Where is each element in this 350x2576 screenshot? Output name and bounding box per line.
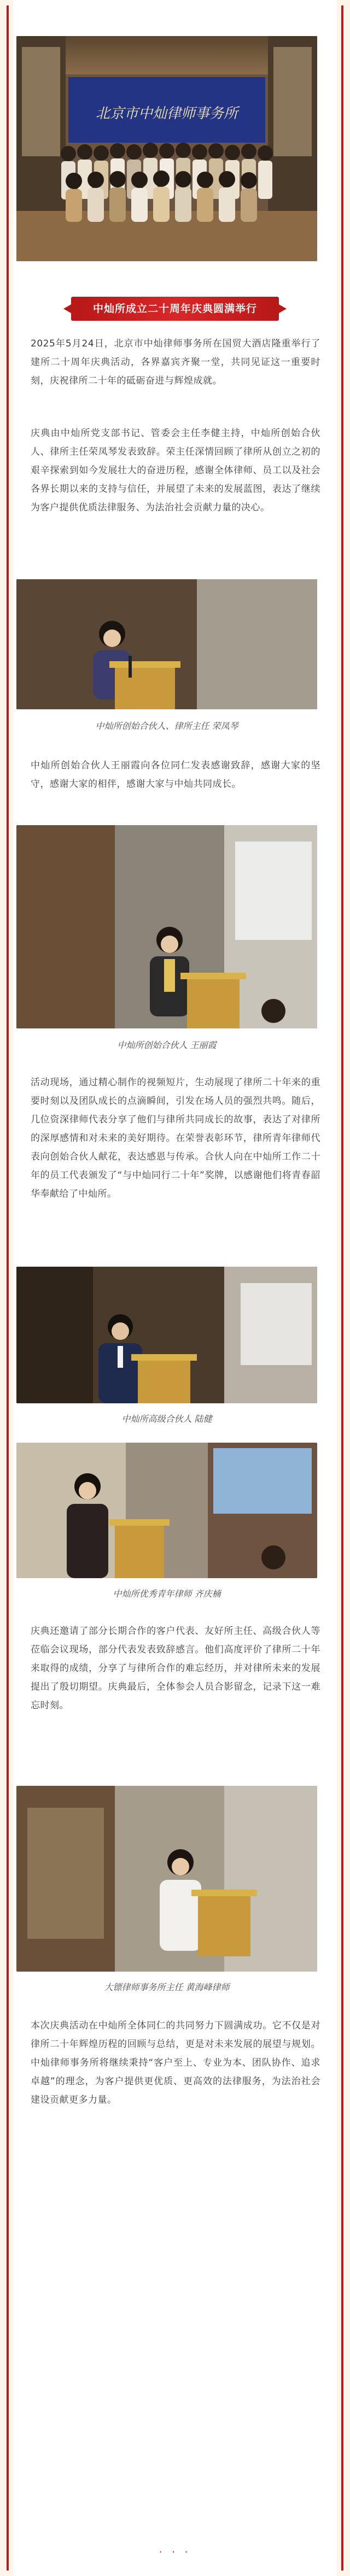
photo-qi-qingnan <box>16 1443 317 1578</box>
paragraph-video-and-awards: 活动现场，通过精心制作的视频短片，生动展现了律所二十年来的重要时刻以及团队成长的点滴瞬间，引发在场人员的强烈共鸣。随后，几位资深律师代表分享了他们与律所共同成长的故事，表达了对律所的深厚感情和对未来的美好期待。在荣誉表彰环节，律所青年律师代表向创始合伙人献花，表达感恩与传承。合伙人向在中灿所工作二十年的员工代表颁发了“与中灿同行二十年”奖牌，以感谢他们将青春韶华奉献给了中灿所。 <box>31 1077 320 1199</box>
photo-lu-jian <box>16 1267 317 1403</box>
paragraph-host-speech: 庆典由中灿所党支部书记、管委会主任李健主持，中灿所创始合伙人、律所主任荣凤琴发表致辞。荣主任深情回顾了律所从创立之初的艰辛探索到如今发展壮大的奋进历程，感谢全体律师、员工以及社会各界长期以来的支持与信任，并展望了未来的发展蓝图，表达了继续为客户提供优质法律服务、为法治社会贡献力量的决心。 <box>31 428 320 513</box>
caption-wang: 中灿所创始合伙人 王丽霞 <box>117 1040 217 1050</box>
backdrop-text: 北京市中灿律师事务所 <box>95 105 238 122</box>
speaker-photo-illustration <box>16 1443 317 1578</box>
photo-rong-fengqin <box>16 579 317 709</box>
end-ornament: · · · <box>159 2546 191 2558</box>
group-photo-illustration <box>16 36 317 261</box>
photo-wang-lixia <box>16 825 317 1028</box>
speaker-photo-illustration <box>16 1267 317 1403</box>
caption-huang: 大镖律师事务所主任 黄海峰律师 <box>104 1982 230 1992</box>
speaker-photo-illustration <box>16 1786 317 1972</box>
paragraph-guest-speeches: 庆典还邀请了部分长期合作的客户代表、友好所主任、高级合伙人等莅临会议现场，部分代表发表致辞感言。他们高度评价了律所二十年来取得的成绩，分享了与律所合作的难忘经历，并对律所未来的发展提出了殷切期望。庆典最后，全体参会人员合影留念，记录下这一难忘时刻。 <box>31 1626 320 1711</box>
paragraph-intro: 2025年5月24日，北京市中灿律师事务所在国贸大酒店隆重举行了建所二十周年庆典活动，各界嘉宾齐聚一堂，共同见证这一重要时刻，庆祝律所二十年的砥砺奋进与辉煌成就。 <box>31 338 320 386</box>
caption-qi: 中灿所优秀青年律师 齐庆楠 <box>113 1589 221 1599</box>
section-title-banner: 中灿所成立二十周年庆典圆满举行 <box>71 297 279 321</box>
speaker-photo-illustration <box>16 579 317 709</box>
photo-huang-haifeng <box>16 1786 317 1972</box>
caption-lu: 中灿所高级合伙人 陆健 <box>121 1414 212 1424</box>
caption-rong: 中灿所创始合伙人、律所主任 荣凤琴 <box>95 721 238 731</box>
paragraph-conclusion: 本次庆典活动在中灿所全体同仁的共同努力下圆满成功。它不仅是对律所二十年辉煌历程的回顾与总结，更是对未来发展的展望与规划。中灿律师事务所将继续秉持“客户至上、专业为本、团队协作、追求卓越”的理念，为客户提供更优质、更高效的法律服务，为法治社会建设贡献更多力量。 <box>31 2020 320 2106</box>
speaker-photo-illustration <box>16 825 317 1028</box>
hero-group-photo <box>16 36 317 261</box>
paragraph-wang-speech: 中灿所创始合伙人王丽霞向各位同仁发表感谢致辞，感谢大家的坚守，感谢大家的相伴，感谢大家与中灿共同成长。 <box>31 760 320 790</box>
